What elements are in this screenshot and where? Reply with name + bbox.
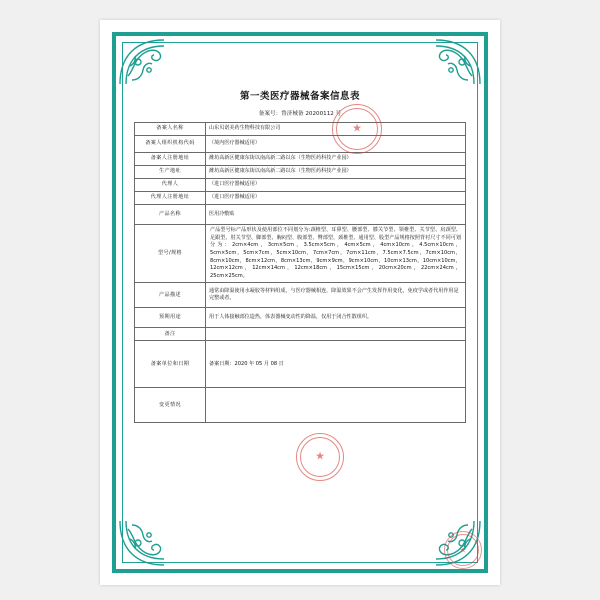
page-title: 第一类医疗器械备案信息表 — [239, 91, 360, 102]
row-value: 山东贝诺美药生物科技有限公司 — [206, 123, 466, 136]
row-value: （进口医疗器械适用） — [206, 192, 466, 205]
table-row — [135, 225, 466, 283]
table-row — [135, 153, 466, 166]
row-value: 潍坊高新区健康东街以南高新二路以东（生物医药科技产业园） — [206, 153, 466, 166]
row-label: 备案单位和日期 — [135, 341, 206, 388]
table-row — [135, 283, 466, 308]
table-row — [135, 166, 466, 179]
table-row — [135, 136, 466, 153]
document-content — [134, 60, 466, 551]
star-icon: ★ — [315, 450, 325, 463]
row-label: 代理人 — [135, 179, 206, 192]
document-page — [100, 20, 500, 585]
record-number-value: 鲁济械备 20200112 号 — [281, 111, 342, 117]
table-row — [135, 192, 466, 205]
row-value: 通常由降温使用水凝胶等材料组成，与医疗器械相连，降温效果不会产生发挥作用变化，免疫学或者代用作用是完整或者。 — [206, 283, 466, 308]
table-row — [135, 388, 466, 423]
table-row — [135, 308, 466, 328]
official-seal-stamp — [444, 531, 482, 569]
row-label: 型号/规格 — [135, 225, 206, 283]
row-value: 产品型号标产品形状及使用部位不同划分为:颈椎型、耳鼻型、腰部型、膝关节型、领椎型、关节型、肩颈型、足跟型、肘关节型、脚部型、胸闷型、腹部型、臀部型、颈椎型、通用型、股型产品规格按照背衬尺寸不同可划分为：2cm×4cm，3cm×5cm，3.5cm×5cm，4cm×5cm，4cm×10cm，4.5cm×10cm，5cm×5cm，5cm×7cm，5cm×10cm，7cm×7cm，7cm×11cm，7.5cm×7.5cm，7cm×10cm，8cm×10cm，8cm×12cm，8cm×13cm，9cm×9cm，9cm×10cm，10cm×13cm，10cm×10cm，12cm×12cm，12cm×14cm，12cm×18cm，15cm×15cm，20cm×20cm，22cm×24cm，25cm×25cm。 — [206, 225, 466, 283]
table-row — [135, 341, 466, 388]
table-row — [135, 328, 466, 341]
row-label: 备案人名称 — [135, 123, 206, 136]
row-label: 变更情况 — [135, 388, 206, 423]
row-value: 医用冷敷贴 — [206, 205, 466, 225]
row-label: 备注 — [135, 328, 206, 341]
filing-date-value: 2020 年 05 月 08 日 — [234, 360, 284, 367]
row-label: 产品名称 — [135, 205, 206, 225]
filing-date-label: 备案日期： — [209, 360, 235, 367]
star-icon: ★ — [352, 122, 362, 135]
row-value — [206, 388, 466, 423]
record-number — [134, 109, 466, 117]
row-label: 生产地址 — [135, 166, 206, 179]
row-label: 备案人组织机构代码 — [135, 136, 206, 153]
row-label: 代理人注册地址 — [135, 192, 206, 205]
table-row — [135, 123, 466, 136]
row-value: （境内医疗器械适用） — [206, 136, 466, 153]
row-value: （进口医疗器械适用） — [206, 179, 466, 192]
star-icon: ★ — [459, 545, 467, 555]
record-number-label: 备案号： — [258, 111, 282, 117]
table-row — [135, 179, 466, 192]
row-label: 产品描述 — [135, 283, 206, 308]
row-value: 用于人体接触部位造热，体表器械变动性的降温，仅用于闭合性散组织。 — [206, 308, 466, 328]
row-label: 备案人注册地址 — [135, 153, 206, 166]
row-value — [206, 341, 466, 388]
row-label: 预期用途 — [135, 308, 206, 328]
filing-info-table — [134, 122, 466, 423]
row-value: 潍坊高新区健康东街以南高新二路以东（生物医药科技产业园） — [206, 166, 466, 179]
table-row — [135, 205, 466, 225]
row-value — [206, 328, 466, 341]
